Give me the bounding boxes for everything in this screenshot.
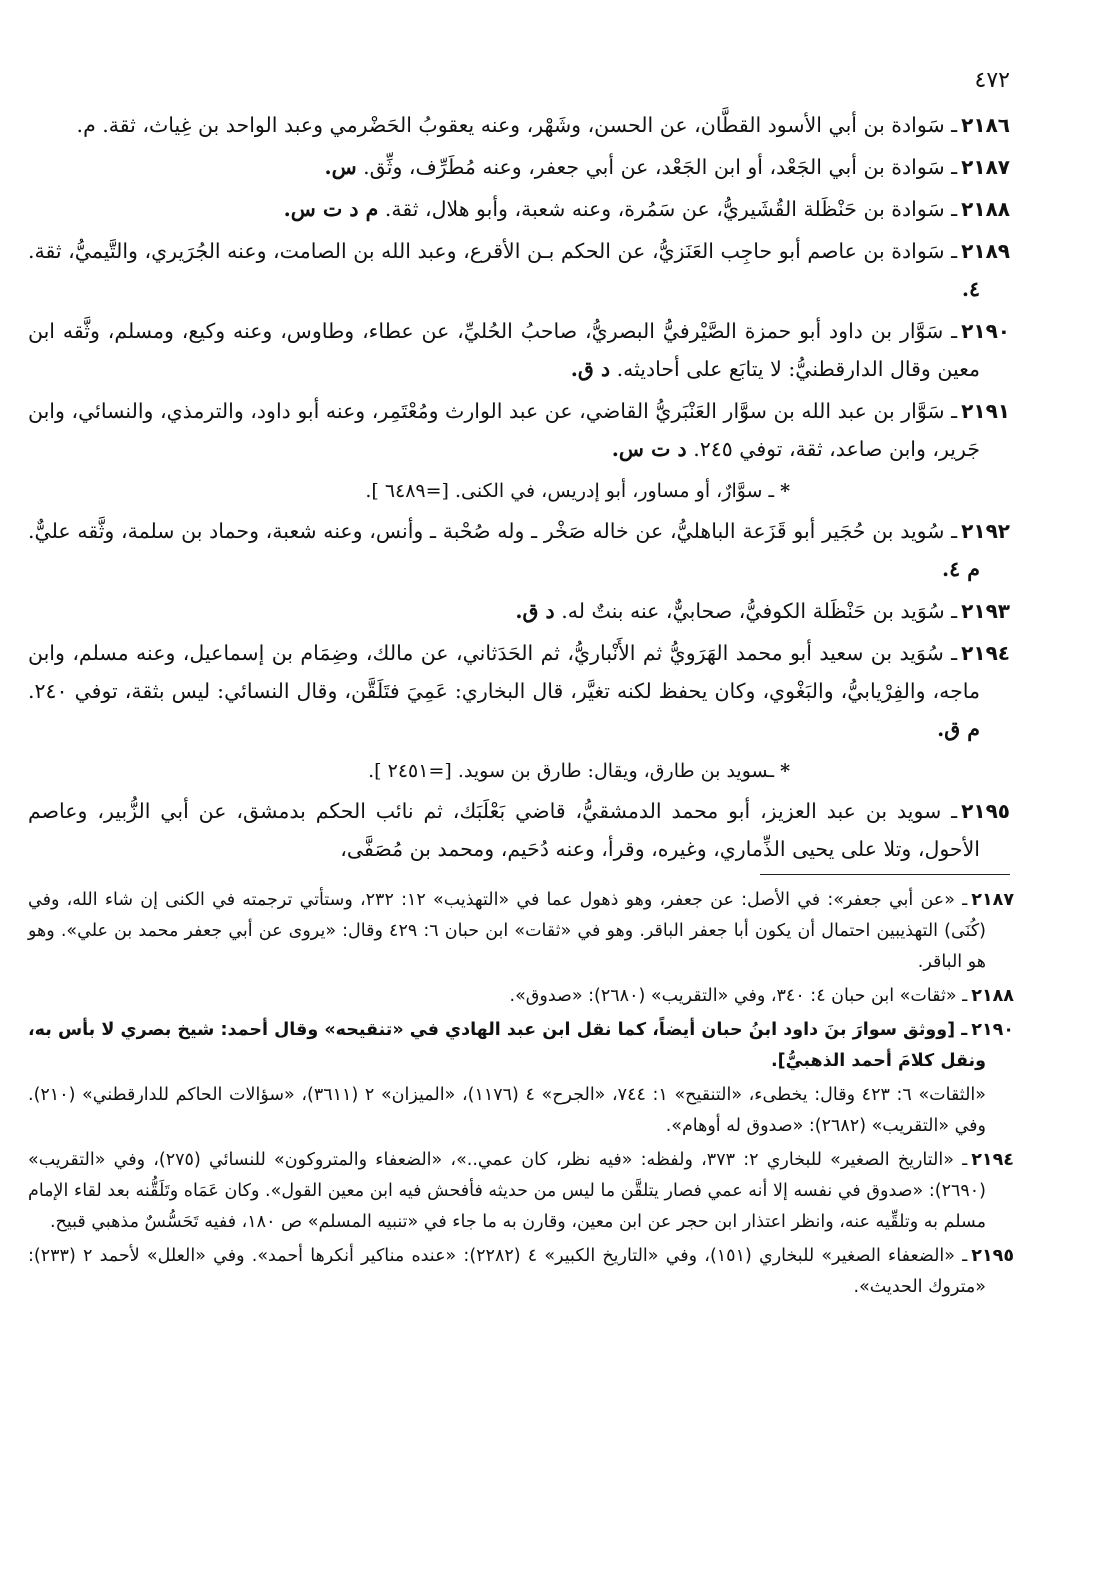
- footnote-2190: [28, 1015, 1014, 1077]
- crossref-entry: [28, 472, 1010, 510]
- entry-text: ـ سَوادة بن أبي الجَعْد، أو ابن الجَعْد، عن أبي جعفر، وعنه مُطَرِّف، وثِّق.: [363, 155, 958, 179]
- entry-2190: [28, 312, 1010, 388]
- entry-number: ٢١٩١: [961, 399, 1010, 423]
- entry-2194: [28, 634, 1010, 748]
- footnote-divider: [760, 874, 1010, 875]
- entry-symbols: د ق.: [570, 357, 611, 381]
- footnote-text: ـ «ثقات» ابن حبان ٤: ٣٤٠، وفي «التقريب» (٢٦٨٠): «صدوق».: [509, 986, 968, 1006]
- footnote-2188: [28, 981, 1014, 1012]
- entry-text: ـ سَوادة بن أبي الأسود القطَّان، عن الحسن، وشَهْر، وعنه يعقوبُ الحَضْرمي وعبد الواحد بن غِياث، ثقة. م.: [76, 113, 958, 137]
- entry-2195: [28, 792, 1010, 868]
- entry-text: ـ سَوَّار بن عبد الله بن سوَّار العَنْبَريُّ القاضي، عن عبد الوارث ومُعْتَمِر، وعنه أبو داود، والترمذي، والنسائي، وابن جَرير، وابن صاعد، ثقة، توفي ٢٤٥.: [28, 399, 980, 461]
- footnote-text: ـ «عن أبي جعفر»: في الأصل: عن جعفر، وهو ذهول عما في «التهذيب» ١٢: ٢٣٢، وستأتي ترجمته في الكنى إن شاء الله، وفي (كُنَى) التهذيبين احتمال أن يكون أبا جعفر الباقر. وهو في «ثقات» ابن حبان ٦: ٤٢٩ وقال: «يروى عن أبي جعفر محمد بن علي». وهو هو الباقر.: [28, 890, 986, 972]
- entry-text: ـ سُوَيد بن حَنْظَلة الكوفيُّ، صحابيٌّ، عنه بنتٌ له.: [561, 599, 958, 623]
- entry-symbols: م ٤.: [942, 557, 980, 581]
- entry-symbols: م ق.: [937, 717, 980, 741]
- entry-2188: [28, 190, 1010, 228]
- footnotes-section: [28, 885, 1015, 1303]
- entry-text: ـ سُوَيد بن سعيد أبو محمد الهَرَويُّ ثم الأَنْباريُّ، ثم الحَدَثاني، عن مالك، وضِمَام بن إسماعيل، وعنه مسلم، وابن ماجه، والفِرْيابيُّ، والبَغْوي، وكان يحفظ لكنه تغيَّر، قال البخاري: عَمِيَ فتَلَقَّن، وقال النسائي: ليس بثقة، توفي ٢٤٠.: [28, 641, 980, 703]
- entry-number: ٢١٩٢: [961, 519, 1010, 543]
- star-marker: *: [780, 480, 790, 502]
- crossref-text: ـ سوَّارٌ، أو مساور، أبو إدريس، في الكنى. [=٦٤٨٩ ].: [365, 480, 775, 502]
- entry-2189: [28, 232, 1010, 308]
- entry-text: ـ سُويد بن حُجَير أبو قَزَعة الباهليُّ، عن خاله صَخْر ـ وله صُحْبة ـ وأنس، وعنه شعبة، وحماد بن سلمة، وثَّقه عليٌّ.: [28, 519, 958, 543]
- footnote-2190-sources: «الثقات» ٦: ٤٢٣ وقال: يخطىء، «التنقيح» ١: ٧٤٤، «الجرح» ٤ (١١٧٦)، «الميزان» ٢ (٣٦١١)، «سؤالات الحاكم للدارقطني» (٢١٠). وفي «التقريب» (٢٦٨٢): «صدوق له أوهام».: [28, 1085, 986, 1136]
- entry-number: ٢١٩٣: [961, 599, 1010, 623]
- footnote-2194: [28, 1145, 1014, 1238]
- entry-symbols: د ق.: [515, 599, 555, 623]
- entry-text: ـ سَوادة بن عاصم أبو حاجِب العَنَزيُّ، عن الحكم بـن الأقرع، وعبد الله بن الصامت، وعنه الجُرَيري، والتَّيميُّ، ثقة.: [28, 239, 958, 263]
- entry-number: ٢١٨٦: [961, 113, 1010, 137]
- footnote-text: ـ «التاريخ الصغير» للبخاري ٢: ٣٧٣، ولفظه: «فيه نظر، كان عمي..»، «الضعفاء والمتروكون» للنسائي (٢٧٥)، وفي «التقريب» (٢٦٩٠): «صدوق في نفسه إلا أنه عمي فصار يتلقَّن ما ليس من حديثه فأفحش فيه ابن معين القول». وكان عَمَاه وتَلَقُّنه بعد لقاء الإمام مسلم به وتلقِّيه عنه، وانظر اعتذار ابن حجر عن ابن معين، وقارن به ما جاء في «تنبيه المسلم» ص ١٨٠، ففيه تَحَسُّسٌ مذهبي قبيح.: [28, 1150, 986, 1232]
- crossref-text: ـسويد بن طارق، ويقال: طارق بن سويد. [=٢٤٥١ ].: [368, 760, 775, 782]
- footnote-number: ٢١٨٧: [971, 890, 1015, 910]
- entry-2187: [28, 148, 1010, 186]
- entry-symbols: د ت س.: [611, 437, 687, 461]
- entry-2192: [28, 512, 1010, 588]
- footnote-number: ٢١٩٠: [971, 1020, 1014, 1040]
- entry-number: ٢١٨٩: [961, 239, 1010, 263]
- entry-symbols: م د ت س.: [283, 197, 379, 221]
- entry-text: ـ سويد بن عبد العزيز، أبو محمد الدمشقيُّ، قاضي بَعْلَبَك، ثم نائب الحكم بدمشق، عن أبي الزُّبير، وعاصم الأحول، وتلا على يحيى الذِّماري، وغيره، وقرأ، وعنه دُحَيم، ومحمد بن مُصَفَّى،: [28, 799, 980, 861]
- entry-number: ٢١٩٠: [961, 319, 1010, 343]
- footnote-2187: [28, 885, 1014, 978]
- entry-text: ـ سَوادة بن حَنْظَلة القُشَيريُّ، عن سَمُرة، وعنه شعبة، وأبو هلال، ثقة.: [384, 197, 958, 221]
- entry-number: ٢١٩٥: [961, 799, 1010, 823]
- entry-2193: [28, 592, 1010, 630]
- footnote-2195: [28, 1241, 1014, 1303]
- entry-2191: [28, 392, 1010, 468]
- entry-number: ٢١٩٤: [961, 641, 1010, 665]
- footnote-number: ٢١٨٨: [971, 986, 1014, 1006]
- entry-number: ٢١٨٧: [961, 155, 1010, 179]
- crossref-entry: [28, 752, 1010, 790]
- star-marker: *: [780, 760, 790, 782]
- page-number: ٤٧٢: [974, 68, 1010, 93]
- footnote-text: ـ [ووثق سوارَ بنَ داود ابنُ حبان أيضاً، كما نقل ابن عبد الهادي في «تنقيحه» وقال أحمد: شيخ بصري لا بأس به، ونقل كلامَ أحمد الذهبيُّ].: [28, 1020, 986, 1071]
- entries-section: [28, 106, 1010, 868]
- entry-2186: [28, 106, 1010, 144]
- entry-text: ـ سَوَّار بن داود أبو حمزة الصَّيْرفيُّ البصريُّ، صاحبُ الحُليِّ، عن عطاء، وطاوس، وعنه وكيع، ومسلم، وثَّقه ابن معين وقال الدارقطنيُّ: لا يتابَع على أحاديثه.: [28, 319, 980, 381]
- entry-number: ٢١٨٨: [961, 197, 1010, 221]
- entry-symbols: س.: [324, 155, 357, 179]
- footnote-text: ـ «الضعفاء الصغير» للبخاري (١٥١)، وفي «التاريخ الكبير» ٤ (٢٢٨٢): «عنده مناكير أنكرها أحمد». وفي «العلل» لأحمد ٢ (٢٣٣): «متروك الحديث».: [28, 1246, 986, 1297]
- entry-symbols: ٤.: [961, 277, 980, 301]
- footnote-number: ٢١٩٥: [971, 1246, 1015, 1266]
- footnote-number: ٢١٩٤: [971, 1150, 1014, 1170]
